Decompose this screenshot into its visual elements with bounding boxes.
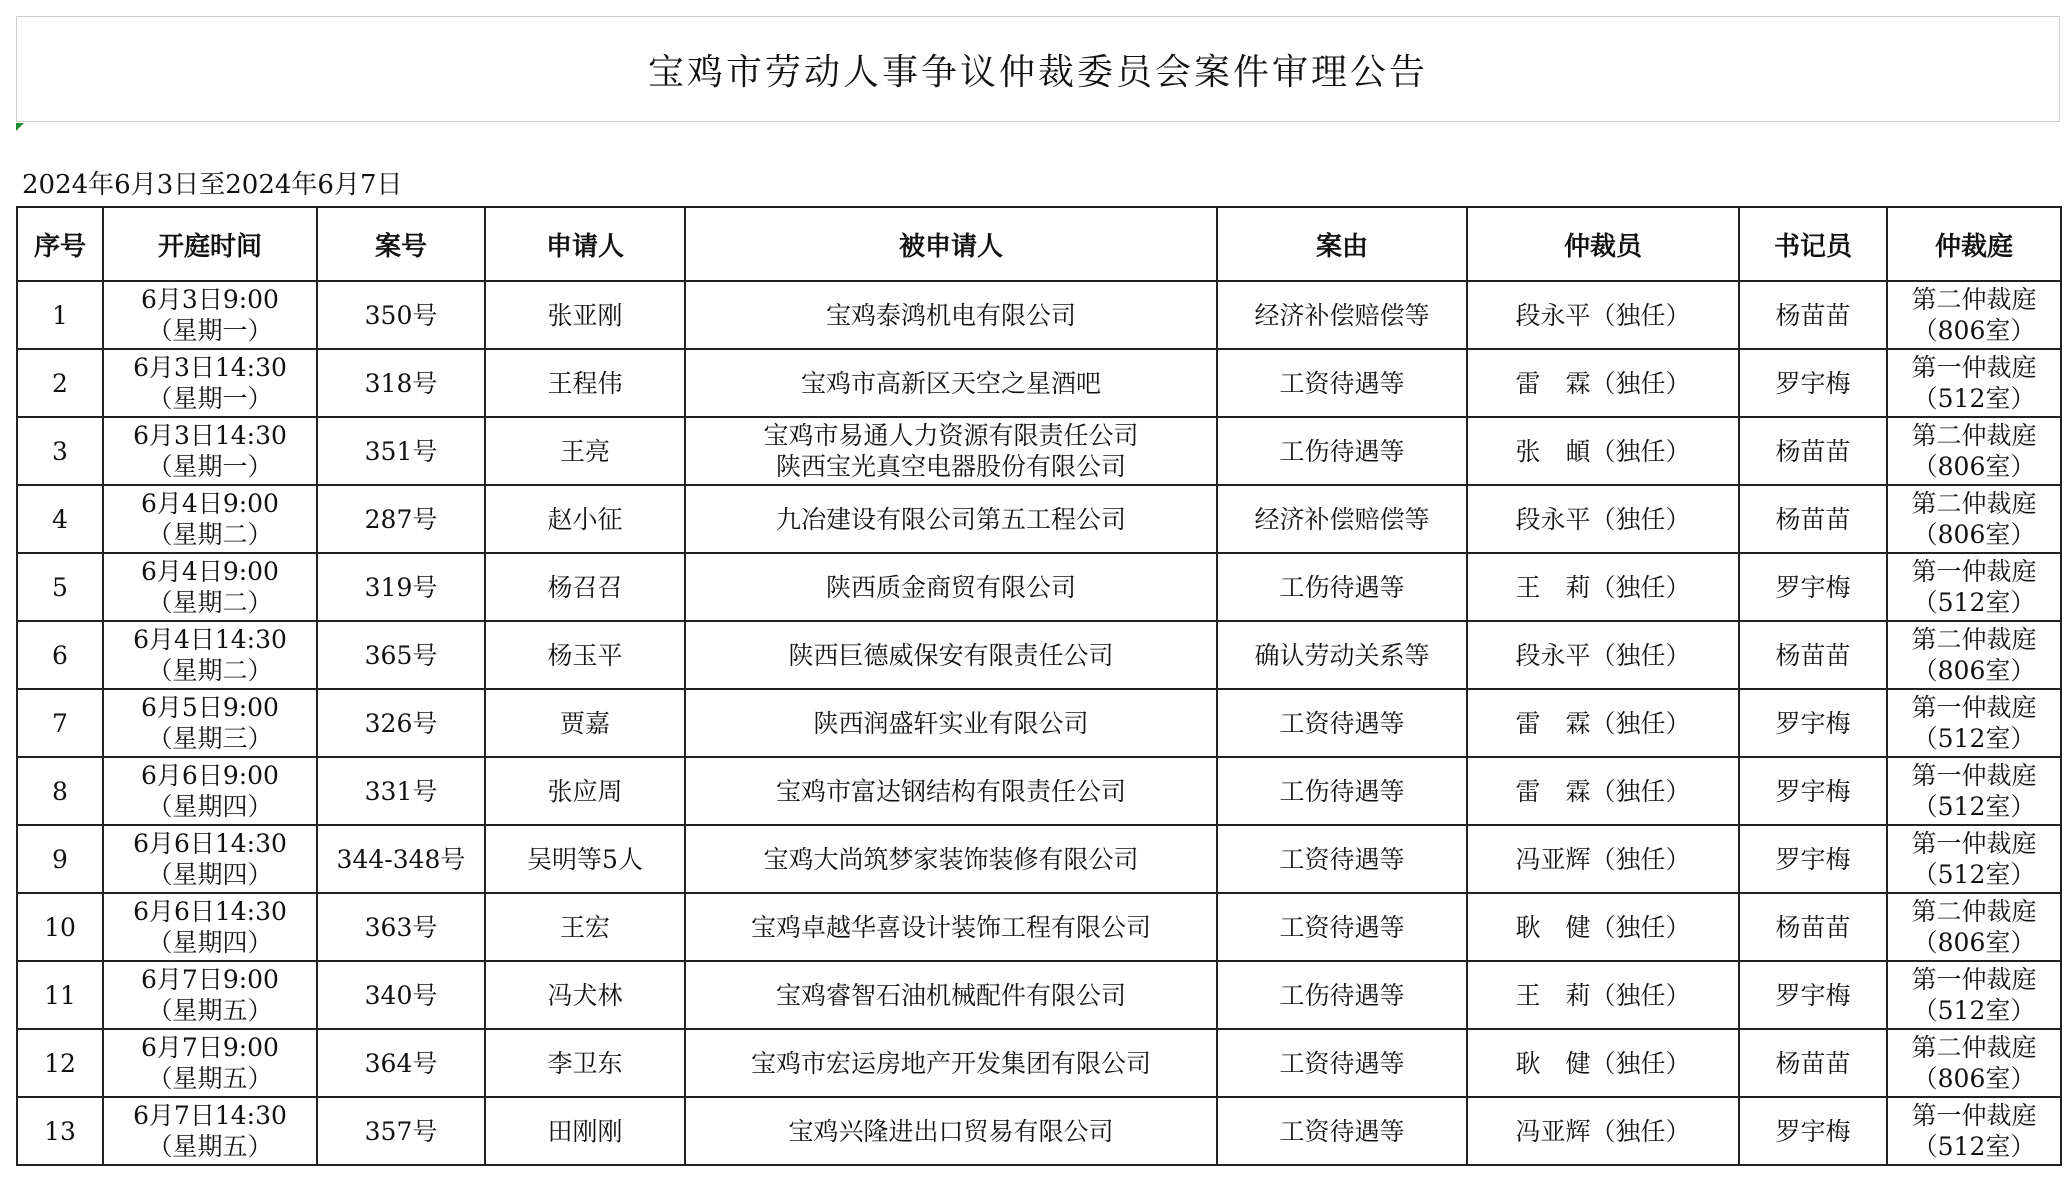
cell-reason: 工资待遇等 <box>1217 893 1467 961</box>
cell-respondent <box>685 825 1217 893</box>
header-reason: 案由 <box>1217 207 1467 281</box>
cell-no: 10 <box>17 893 103 961</box>
cell-time <box>103 893 317 961</box>
cell-case: 340号 <box>317 961 485 1029</box>
cell-court-line: （512室） <box>1912 1132 2036 1161</box>
cell-reason: 经济补偿赔偿等 <box>1217 281 1467 349</box>
cell-clerk: 杨苗苗 <box>1739 893 1887 961</box>
cell-court <box>1887 961 2061 1029</box>
cell-no: 6 <box>17 621 103 689</box>
cell-no: 9 <box>17 825 103 893</box>
cell-court <box>1887 757 2061 825</box>
cell-reason: 确认劳动关系等 <box>1217 621 1467 689</box>
table-row <box>17 417 2061 485</box>
cell-applicant: 王亮 <box>485 417 685 485</box>
cell-applicant: 杨召召 <box>485 553 685 621</box>
cell-court-line: （806室） <box>1912 452 2036 481</box>
cell-case: 344-348号 <box>317 825 485 893</box>
cell-applicant: 王宏 <box>485 893 685 961</box>
cell-reason: 工资待遇等 <box>1217 689 1467 757</box>
case-rows <box>17 281 2061 1165</box>
cell-time <box>103 961 317 1029</box>
cell-court-line: 第一仲裁庭 <box>1911 693 2037 722</box>
cell-no: 3 <box>17 417 103 485</box>
cell-court-line: （512室） <box>1912 588 2036 617</box>
cell-respondent-line: 陕西质金商贸有限公司 <box>825 572 1076 602</box>
cell-case: 350号 <box>317 281 485 349</box>
cell-court-line: 第一仲裁庭 <box>1911 1101 2037 1130</box>
cell-respondent-line: 宝鸡泰鸿机电有限公司 <box>825 300 1076 330</box>
cell-arbitrator: 雷 霖（独任） <box>1467 349 1739 417</box>
cell-court <box>1887 893 2061 961</box>
cell-time-line: （星期二） <box>147 588 273 617</box>
cell-clerk: 杨苗苗 <box>1739 1029 1887 1097</box>
cell-time-line: 6月4日14:30 <box>133 625 287 654</box>
cell-clerk: 杨苗苗 <box>1739 281 1887 349</box>
cell-reason: 工资待遇等 <box>1217 825 1467 893</box>
cell-respondent <box>685 1097 1217 1165</box>
cell-court-line: 第一仲裁庭 <box>1911 965 2037 994</box>
cell-court-line: 第一仲裁庭 <box>1911 557 2037 586</box>
cell-case: 363号 <box>317 893 485 961</box>
cell-arbitrator: 张 頔（独任） <box>1467 417 1739 485</box>
cell-respondent <box>685 485 1217 553</box>
cell-respondent <box>685 281 1217 349</box>
header-arbitrator: 仲裁员 <box>1467 207 1739 281</box>
cell-court <box>1887 621 2061 689</box>
cell-time-line: 6月6日14:30 <box>133 829 287 858</box>
cell-reason: 工资待遇等 <box>1217 349 1467 417</box>
cell-time-line: 6月7日9:00 <box>141 1033 279 1062</box>
cell-clerk: 杨苗苗 <box>1739 417 1887 485</box>
cell-arbitrator: 王 莉（独任） <box>1467 961 1739 1029</box>
cell-reason: 工资待遇等 <box>1217 1029 1467 1097</box>
cell-respondent-line: 陕西巨德威保安有限责任公司 <box>788 640 1114 670</box>
table-row <box>17 893 2061 961</box>
cell-reason: 工伤待遇等 <box>1217 553 1467 621</box>
cell-respondent <box>685 349 1217 417</box>
cell-case: 351号 <box>317 417 485 485</box>
cell-clerk: 罗宇梅 <box>1739 553 1887 621</box>
cell-court-line: 第二仲裁庭 <box>1911 625 2037 654</box>
cell-court <box>1887 689 2061 757</box>
cell-court-line: （512室） <box>1912 792 2036 821</box>
header-no: 序号 <box>17 207 103 281</box>
cell-reason: 经济补偿赔偿等 <box>1217 485 1467 553</box>
cell-respondent-line: 陕西润盛轩实业有限公司 <box>813 708 1089 738</box>
cell-case: 318号 <box>317 349 485 417</box>
cell-respondent-line: 宝鸡市易通人力资源有限责任公司 <box>763 421 1139 450</box>
cell-case: 326号 <box>317 689 485 757</box>
cell-time <box>103 349 317 417</box>
cell-respondent <box>685 553 1217 621</box>
cell-applicant: 冯犬林 <box>485 961 685 1029</box>
cell-court-line: 第二仲裁庭 <box>1911 421 2037 450</box>
cell-applicant: 张应周 <box>485 757 685 825</box>
cell-court <box>1887 1029 2061 1097</box>
table-row <box>17 757 2061 825</box>
cell-respondent <box>685 961 1217 1029</box>
table-row <box>17 689 2061 757</box>
table-row <box>17 1097 2061 1165</box>
cell-case: 357号 <box>317 1097 485 1165</box>
cell-no: 12 <box>17 1029 103 1097</box>
cell-court-line: 第一仲裁庭 <box>1911 353 2037 382</box>
table-row <box>17 825 2061 893</box>
cell-court-line: 第二仲裁庭 <box>1911 285 2037 314</box>
cell-applicant: 贾嘉 <box>485 689 685 757</box>
cell-clerk: 罗宇梅 <box>1739 349 1887 417</box>
cell-case: 319号 <box>317 553 485 621</box>
cell-clerk: 罗宇梅 <box>1739 961 1887 1029</box>
cell-respondent-line: 宝鸡市高新区天空之星酒吧 <box>800 368 1101 398</box>
cell-court-line: 第二仲裁庭 <box>1911 897 2037 926</box>
cell-time-line: 6月3日14:30 <box>133 421 287 450</box>
cell-time-line: （星期五） <box>147 1064 273 1093</box>
cell-time-line: 6月7日9:00 <box>141 965 279 994</box>
cell-applicant: 田刚刚 <box>485 1097 685 1165</box>
cell-case: 331号 <box>317 757 485 825</box>
cell-time-line: 6月4日9:00 <box>141 557 279 586</box>
table-row <box>17 553 2061 621</box>
cell-court-line: （512室） <box>1912 860 2036 889</box>
cell-no: 11 <box>17 961 103 1029</box>
cell-no: 2 <box>17 349 103 417</box>
cell-time <box>103 825 317 893</box>
cell-time <box>103 553 317 621</box>
cell-court-line: 第二仲裁庭 <box>1911 1033 2037 1062</box>
cell-respondent-line: 宝鸡睿智石油机械配件有限公司 <box>775 980 1126 1010</box>
table-row <box>17 485 2061 553</box>
cell-arbitrator: 王 莉（独任） <box>1467 553 1739 621</box>
cell-reason: 工伤待遇等 <box>1217 757 1467 825</box>
cell-time-line: 6月6日14:30 <box>133 897 287 926</box>
case-schedule-table <box>16 206 2062 1166</box>
cell-arbitrator: 段永平（独任） <box>1467 621 1739 689</box>
cell-applicant: 赵小征 <box>485 485 685 553</box>
cell-court <box>1887 417 2061 485</box>
cell-time-line: （星期一） <box>147 384 273 413</box>
cell-court <box>1887 1097 2061 1165</box>
table-row <box>17 961 2061 1029</box>
cell-court-line: 第一仲裁庭 <box>1911 761 2037 790</box>
cell-clerk: 杨苗苗 <box>1739 621 1887 689</box>
cell-respondent <box>685 1029 1217 1097</box>
cell-court-line: （512室） <box>1912 996 2036 1025</box>
cell-time <box>103 689 317 757</box>
cell-respondent <box>685 621 1217 689</box>
header-time: 开庭时间 <box>103 207 317 281</box>
header-clerk: 书记员 <box>1739 207 1887 281</box>
cell-time <box>103 757 317 825</box>
cell-respondent-line: 宝鸡市富达钢结构有限责任公司 <box>775 776 1126 806</box>
cell-arbitrator: 冯亚辉（独任） <box>1467 825 1739 893</box>
header-case: 案号 <box>317 207 485 281</box>
cell-court <box>1887 349 2061 417</box>
cell-arbitrator: 冯亚辉（独任） <box>1467 1097 1739 1165</box>
cell-no: 13 <box>17 1097 103 1165</box>
cell-case: 287号 <box>317 485 485 553</box>
cell-respondent-line: 宝鸡兴隆进出口贸易有限公司 <box>788 1116 1114 1146</box>
cell-court <box>1887 553 2061 621</box>
header-applicant: 申请人 <box>485 207 685 281</box>
cell-arbitrator: 雷 霖（独任） <box>1467 757 1739 825</box>
cell-court-line: （806室） <box>1912 1064 2036 1093</box>
cell-time-line: （星期一） <box>147 316 273 345</box>
cell-court-line: （512室） <box>1912 384 2036 413</box>
cell-arbitrator: 耿 健（独任） <box>1467 893 1739 961</box>
cell-court <box>1887 281 2061 349</box>
cell-time <box>103 485 317 553</box>
cell-respondent <box>685 689 1217 757</box>
cell-time-line: （星期一） <box>147 452 273 481</box>
cell-time-line: 6月6日9:00 <box>141 761 279 790</box>
header-court: 仲裁庭 <box>1887 207 2061 281</box>
cell-reason: 工资待遇等 <box>1217 1097 1467 1165</box>
cell-time-line: 6月7日14:30 <box>133 1101 287 1130</box>
cell-time-line: 6月3日9:00 <box>141 285 279 314</box>
table-row <box>17 349 2061 417</box>
cell-time-line: （星期三） <box>147 724 273 753</box>
cell-case: 364号 <box>317 1029 485 1097</box>
cell-court-line: （806室） <box>1912 520 2036 549</box>
cell-time-line: （星期五） <box>147 996 273 1025</box>
cell-court-line: 第一仲裁庭 <box>1911 829 2037 858</box>
cell-applicant: 李卫东 <box>485 1029 685 1097</box>
cell-time-line: 6月4日9:00 <box>141 489 279 518</box>
cell-reason: 工伤待遇等 <box>1217 417 1467 485</box>
cell-respondent-line: 陕西宝光真空电器股份有限公司 <box>775 452 1126 481</box>
header-row <box>17 207 2061 281</box>
date-range: 2024年6月3日至2024年6月7日 <box>22 170 403 200</box>
cell-time-line: （星期四） <box>147 928 273 957</box>
cell-respondent <box>685 893 1217 961</box>
cell-respondent <box>685 757 1217 825</box>
header-respondent: 被申请人 <box>685 207 1217 281</box>
cell-respondent-line: 九冶建设有限公司第五工程公司 <box>775 504 1126 534</box>
cell-respondent-line: 宝鸡卓越华喜设计装饰工程有限公司 <box>750 912 1151 942</box>
cell-comment-marker <box>16 123 24 131</box>
cell-no: 1 <box>17 281 103 349</box>
cell-court-line: （806室） <box>1912 316 2036 345</box>
cell-applicant: 杨玉平 <box>485 621 685 689</box>
cell-arbitrator: 段永平（独任） <box>1467 485 1739 553</box>
cell-applicant: 张亚刚 <box>485 281 685 349</box>
page-title: 宝鸡市劳动人事争议仲裁委员会案件审理公告 <box>647 51 1428 93</box>
cell-court <box>1887 825 2061 893</box>
cell-case: 365号 <box>317 621 485 689</box>
cell-time-line: （星期四） <box>147 792 273 821</box>
cell-reason: 工伤待遇等 <box>1217 961 1467 1029</box>
cell-time <box>103 621 317 689</box>
table-row <box>17 1029 2061 1097</box>
cell-time-line: （星期四） <box>147 860 273 889</box>
cell-arbitrator: 耿 健（独任） <box>1467 1029 1739 1097</box>
cell-applicant: 王程伟 <box>485 349 685 417</box>
table-row <box>17 281 2061 349</box>
cell-court-line: （512室） <box>1912 724 2036 753</box>
cell-time-line: 6月3日14:30 <box>133 353 287 382</box>
cell-applicant: 吴明等5人 <box>485 825 685 893</box>
cell-clerk: 杨苗苗 <box>1739 485 1887 553</box>
table-row <box>17 621 2061 689</box>
cell-court-line: （806室） <box>1912 656 2036 685</box>
cell-time <box>103 281 317 349</box>
cell-no: 8 <box>17 757 103 825</box>
cell-no: 4 <box>17 485 103 553</box>
cell-clerk: 罗宇梅 <box>1739 825 1887 893</box>
cell-time-line: （星期二） <box>147 520 273 549</box>
cell-time <box>103 1029 317 1097</box>
cell-time <box>103 1097 317 1165</box>
cell-court <box>1887 485 2061 553</box>
cell-arbitrator: 雷 霖（独任） <box>1467 689 1739 757</box>
cell-time-line: （星期五） <box>147 1132 273 1161</box>
cell-respondent-line: 宝鸡大尚筑梦家装饰装修有限公司 <box>763 844 1139 874</box>
cell-time-line: （星期二） <box>147 656 273 685</box>
cell-arbitrator: 段永平（独任） <box>1467 281 1739 349</box>
cell-court-line: 第二仲裁庭 <box>1911 489 2037 518</box>
title-box <box>16 16 2060 122</box>
cell-clerk: 罗宇梅 <box>1739 689 1887 757</box>
cell-respondent-line: 宝鸡市宏运房地产开发集团有限公司 <box>750 1048 1151 1078</box>
cell-court-line: （806室） <box>1912 928 2036 957</box>
announcement-sheet <box>16 16 2060 1166</box>
cell-no: 7 <box>17 689 103 757</box>
cell-no: 5 <box>17 553 103 621</box>
cell-clerk: 罗宇梅 <box>1739 757 1887 825</box>
cell-time-line: 6月5日9:00 <box>141 693 279 722</box>
cell-respondent <box>685 417 1217 485</box>
cell-clerk: 罗宇梅 <box>1739 1097 1887 1165</box>
cell-time <box>103 417 317 485</box>
